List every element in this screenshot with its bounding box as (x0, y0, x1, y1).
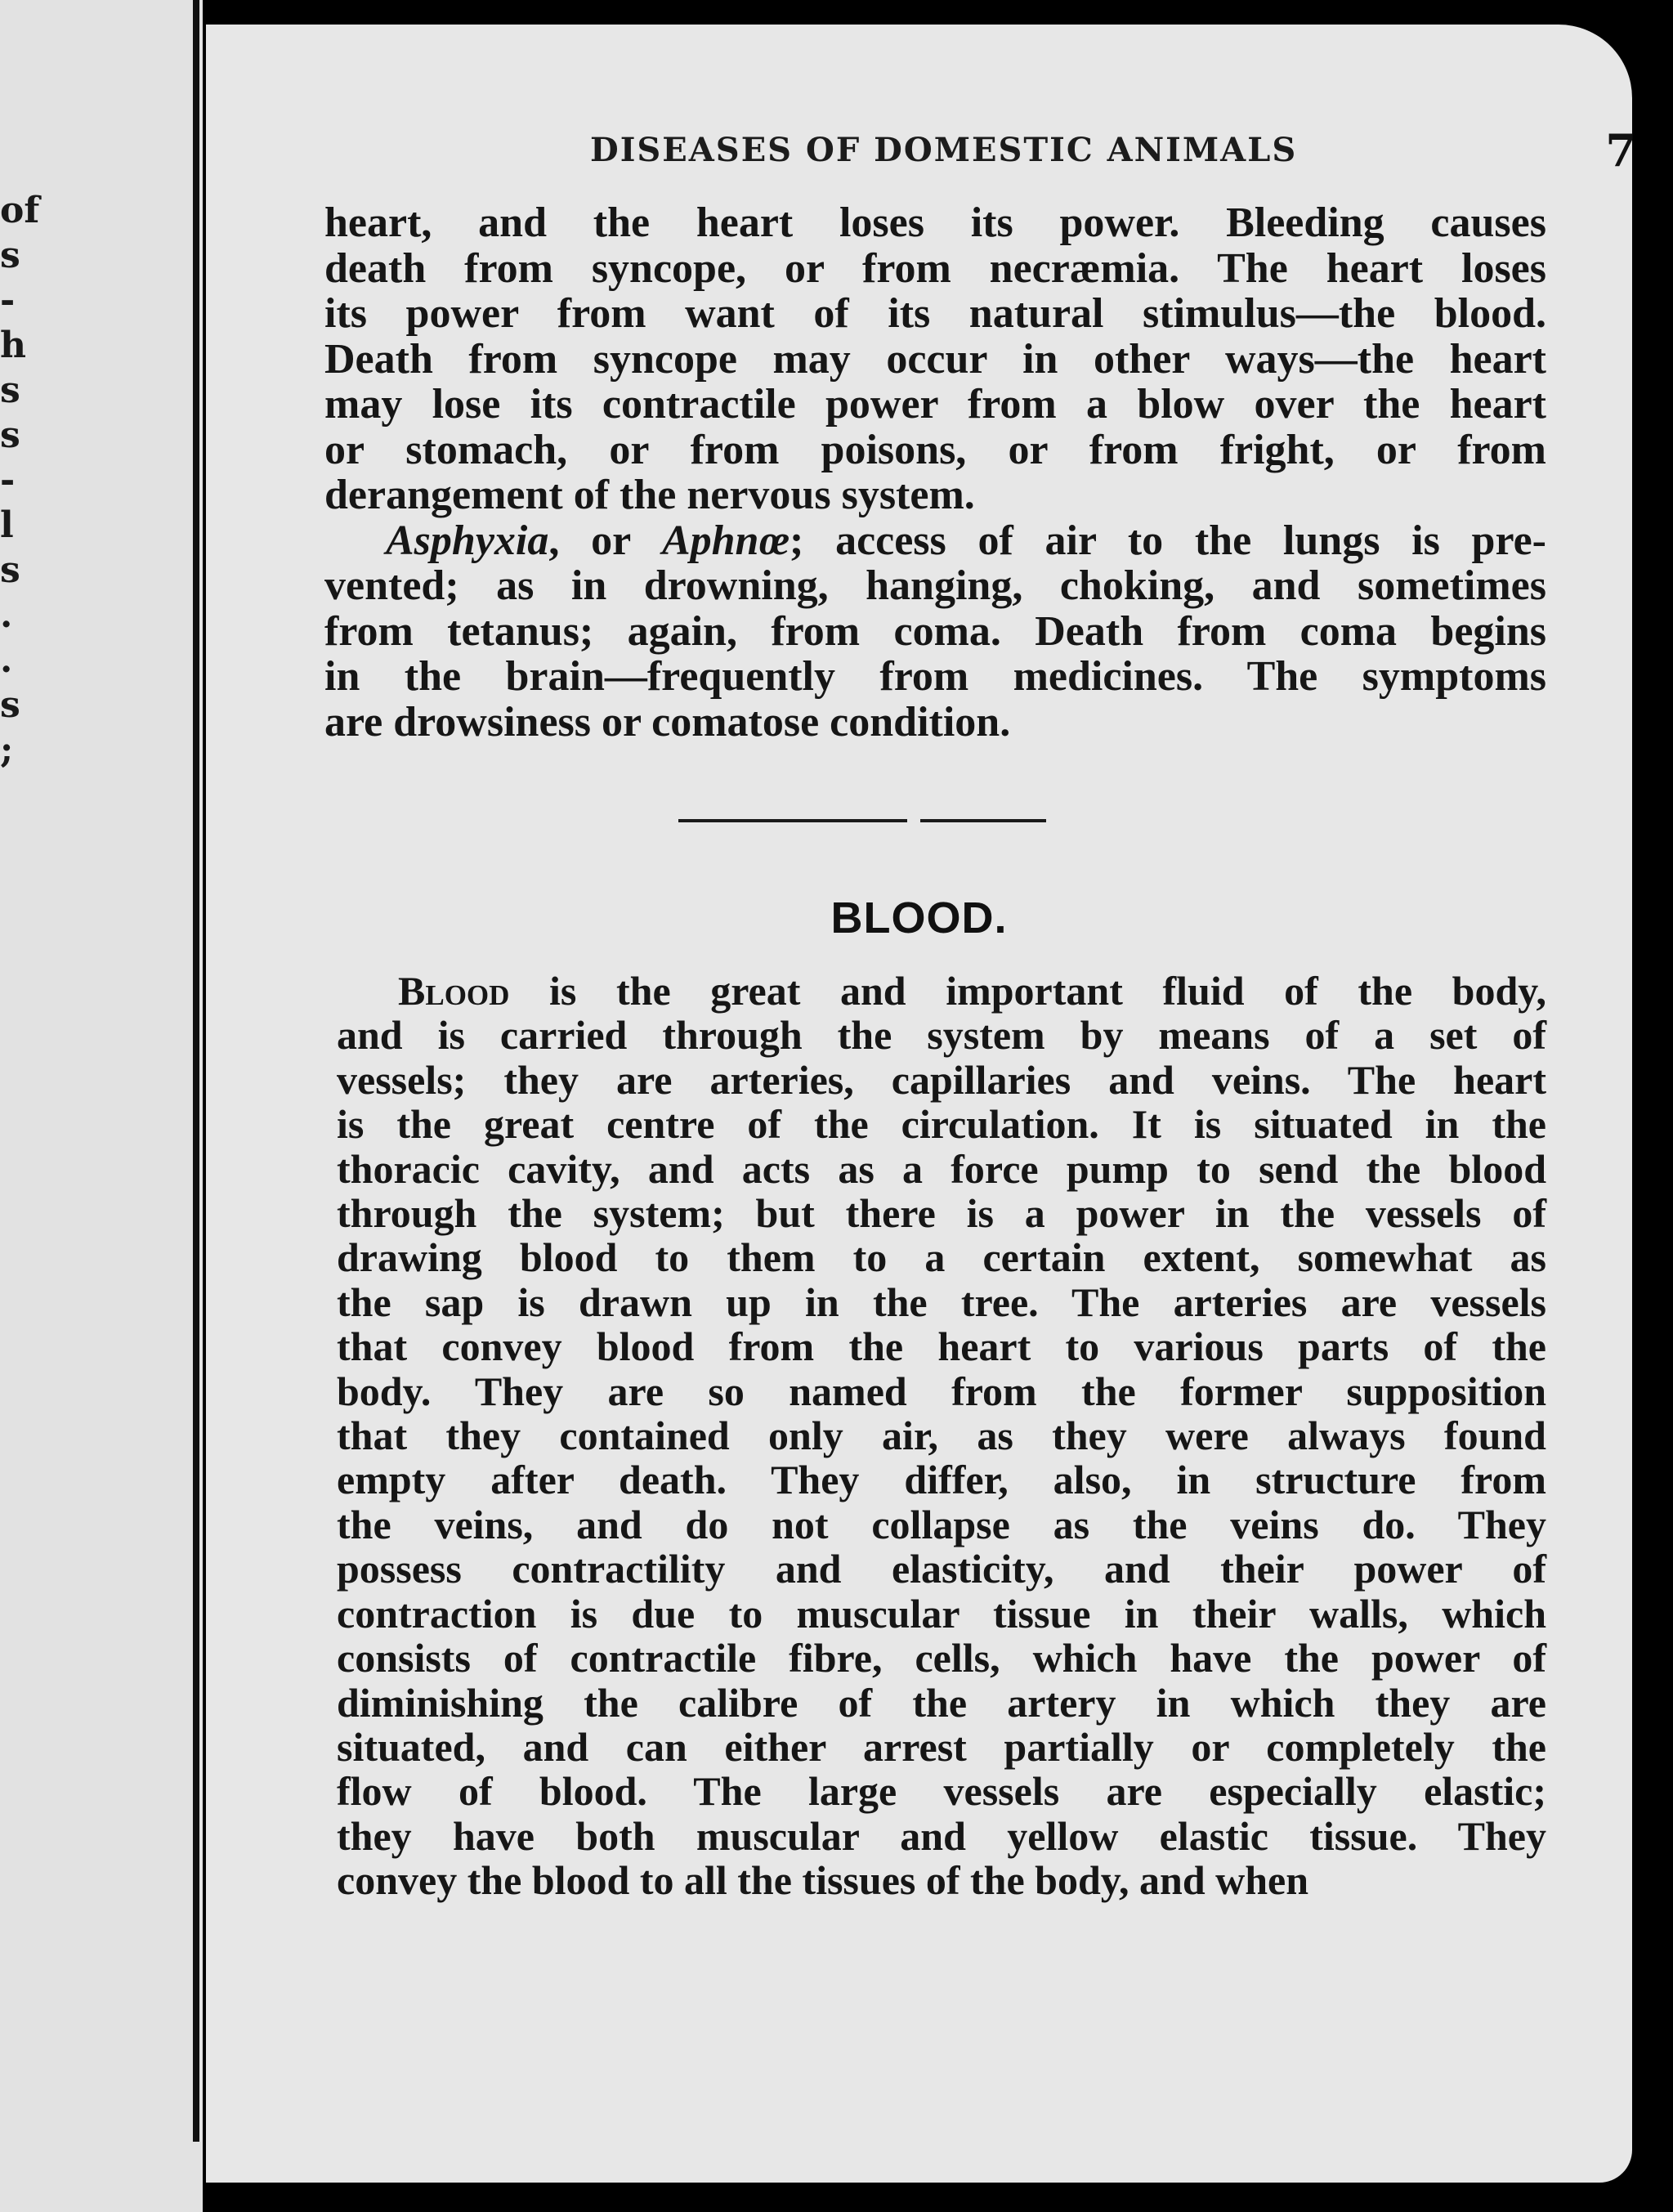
edge-fragment: h (0, 325, 26, 366)
section-heading: BLOOD. (830, 893, 1008, 943)
text-line: and is carried through the system by means of a set of (337, 1012, 1546, 1059)
term-aphnoe: Aphnœ (661, 517, 790, 564)
running-title: DISEASES OF DOMESTIC ANIMALS (590, 131, 1298, 169)
text-line: that they contained only air, as they were always found (337, 1413, 1546, 1459)
edge-fragment: s (0, 414, 20, 456)
text-line: or stomach, or from poisons, or from fright, or from (324, 426, 1546, 473)
facing-page-edge (0, 0, 203, 2212)
term-asphyxia: Asphyxia (386, 517, 549, 564)
text-line: from tetanus; again, from coma. Death from coma begins (324, 607, 1546, 655)
text-line: drawing blood to them to a certain extent, somewhat as (337, 1234, 1546, 1281)
running-head (590, 124, 1636, 180)
text-line: heart, and the heart loses its power. Bleeding causes (324, 199, 1546, 246)
edge-fragment: . (0, 639, 13, 681)
text-line: flow of blood. The large vessels are especially elastic; (337, 1768, 1546, 1815)
edge-fragment: of (0, 190, 40, 231)
edge-fragment: . (0, 594, 13, 636)
top-text-block (324, 200, 1546, 745)
text-line: empty after death. They differ, also, in structure from (337, 1457, 1546, 1503)
asphyxia-first-line (324, 518, 1546, 564)
divider-rule-right (920, 819, 1046, 822)
edge-fragment: s (0, 235, 20, 276)
edge-fragment: - (0, 280, 16, 321)
text-line: Death from syncope may occur in other ways—the heart (324, 335, 1546, 383)
edge-fragment: s (0, 549, 20, 591)
book-page (206, 25, 1636, 2183)
text-line: consists of contractile fibre, cells, which have the power of (337, 1635, 1546, 1681)
edge-fragment: ; (0, 729, 14, 771)
blood-text-block (337, 969, 1546, 1903)
text-line: in the brain—frequently from medicines. The symptoms (324, 653, 1546, 700)
lead-word: Blood (398, 968, 510, 1014)
text-line: its power from want of its natural stimulus—the blood. (324, 290, 1546, 337)
text-line: may lose its contractile power from a blow over the heart (324, 381, 1546, 428)
edge-fragment: l (0, 504, 14, 546)
text-line: that convey blood from the heart to various parts of the (337, 1323, 1546, 1370)
text-line: situated, and can either arrest partially or completely the (337, 1723, 1546, 1770)
facing-page-text-fragments (0, 188, 40, 772)
edge-fragment: s (0, 684, 20, 726)
page-number: 7 (1605, 124, 1636, 177)
text-line: the sap is drawn up in the tree. The arteries are vessels (337, 1278, 1546, 1325)
text-line: contraction is due to muscular tissue in their walls, which (337, 1590, 1546, 1637)
text-line: derangement of the nervous system. (324, 472, 975, 518)
text-line: the veins, and do not collapse as the veins do. They (337, 1501, 1546, 1547)
edge-fragment: s (0, 369, 20, 411)
term-connector: , or (548, 517, 662, 564)
text-line: through the system; but there is a power in the vessels of (337, 1190, 1546, 1237)
divider-rule-left (678, 819, 907, 822)
text-line: they have both muscular and yellow elastic tissue. They (337, 1812, 1546, 1859)
blood-first-line-rest: is the great and important fluid of the body, (509, 968, 1546, 1014)
text-line: is the great centre of the circulation. It is situated in the (337, 1101, 1546, 1148)
text-line: possess contractility and elasticity, and their power of (337, 1546, 1546, 1592)
asphyxia-first-line-rest: ; access of air to the lungs is pre- (790, 517, 1546, 564)
text-line: body. They are so named from the former supposition (337, 1368, 1546, 1414)
text-line: vessels; they are arteries, capillaries and veins. The heart (337, 1056, 1546, 1103)
section-divider (678, 819, 1046, 822)
text-line: convey the blood to all the tissues of the body, and when (337, 1857, 1309, 1904)
text-line: diminishing the calibre of the artery in which they are (337, 1679, 1546, 1726)
text-line: death from syncope, or from necræmia. The heart loses (324, 244, 1546, 292)
blood-first-line (337, 969, 1546, 1013)
text-line: are drowsiness or comatose condition. (324, 698, 1011, 746)
gutter-rule (193, 0, 199, 2142)
text-line: thoracic cavity, and acts as a force pump to send the blood (337, 1145, 1546, 1192)
text-line: vented; as in drowning, hanging, choking, and sometimes (324, 562, 1546, 609)
edge-fragment: - (0, 459, 16, 501)
